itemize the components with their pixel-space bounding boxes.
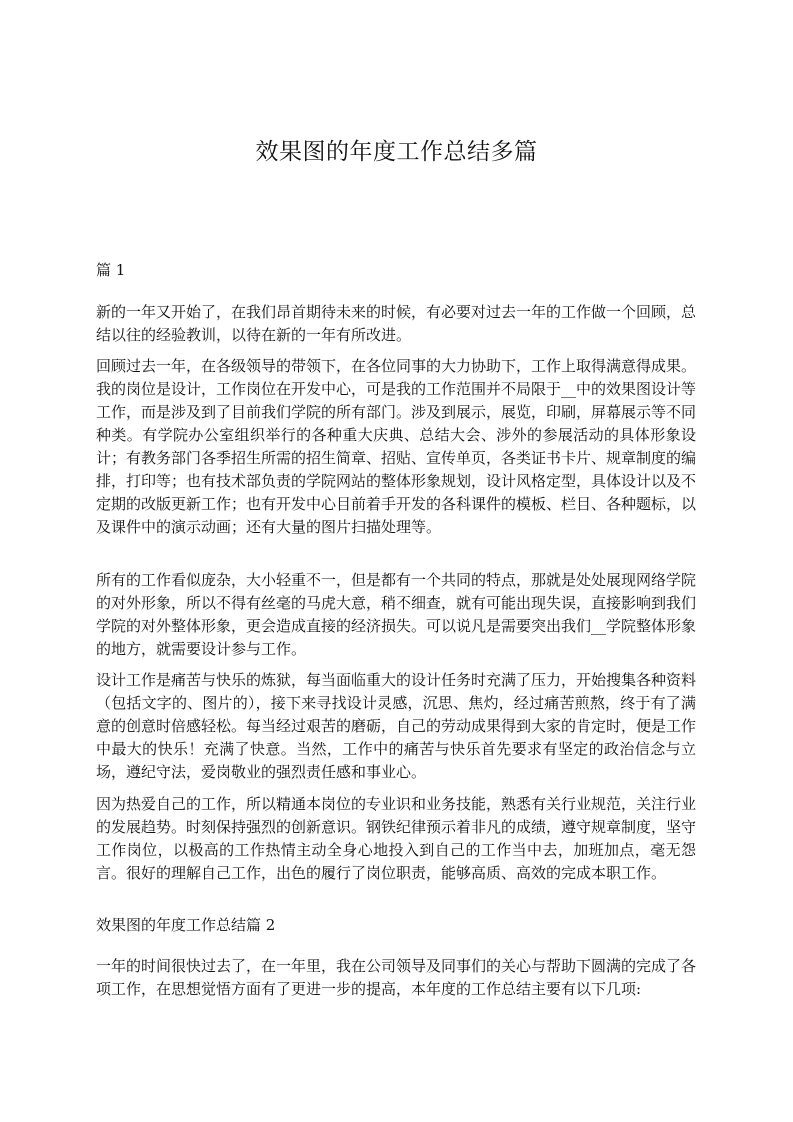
section-1-heading: 篇 1 [96, 261, 126, 279]
document-title: 效果图的年度工作总结多篇 [255, 139, 538, 165]
paragraph-image: 所有的工作看似庞杂，大小轻重不一，但是都有一个共同的特点，那就是处处展现网络学院的对外形象，所以不得有丝毫的马虎大意，稍不细查，就有可能出现失误，直接影响到我们学院的对外整体形象，更会造成直接的经济损失。可以说凡是需要突出我们__学院整体形象的地方，就需要设计参与工作。 [96, 571, 697, 658]
section-2-heading: 效果图的年度工作总结篇 2 [96, 916, 276, 934]
paragraph-design-work: 设计工作是痛苦与快乐的炼狱，每当面临重大的设计任务时充满了压力，开始搜集各种资料（包括文字的、图片的），接下来寻找设计灵感，沉思、焦灼，经过痛苦煎熬，终于有了满意的创意时倍感轻松。每当经过艰苦的磨砺，自己的劳动成果得到大家的肯定时，便是工作中最大的快乐！充满了快意。当然，工作中的痛苦与快乐首先要求有坚定的政治信念与立场，遵纪守法，爱岗敬业的强烈责任感和事业心。 [96, 671, 697, 781]
paragraph-review: 回顾过去一年，在各级领导的带领下，在各位同事的大力协助下，工作上取得满意得成果。我的岗位是设计，工作岗位在开发中心，可是我的工作范围并不局限于__中的效果图设计等工作，而是涉及到了目前我们学院的所有部门。涉及到展示，展览，印刷，屏幕展示等不同种类。有学院办公室组织举行的各种重大庆典、总结大会、涉外的参展活动的具体形象设计；有教务部门各季招生所需的招生简章、招贴、宣传单页，各类证书卡片、规章制度的编排，打印等；也有技术部负责的学院网站的整体形象规划，设计风格定型，具体设计以及不定期的改版更新工作；也有开发中心目前着手开发的各科课件的模板、栏目、各种题标，以及课件中的演示动画；还有大量的图片扫描处理等。 [96, 357, 697, 536]
paragraph-section-2: 一年的时间很快过去了，在一年里，我在公司领导及同事们的关心与帮助下圆满的完成了各项工作，在思想觉悟方面有了更进一步的提高，本年度的工作总结主要有以下几项: [96, 957, 697, 998]
paragraph-dedication: 因为热爱自己的工作，所以精通本岗位的专业识和业务技能，熟悉有关行业规范，关注行业的发展趋势。时刻保持强烈的创新意识。钢铁纪律预示着非凡的成绩，遵守规章制度，坚守工作岗位，以极高的工作热情主动全身心地投入到自己的工作当中去，加班加点，毫无怨言。很好的理解自己工作，出色的履行了岗位职责，能够高质、高效的完成本职工作。 [96, 795, 697, 882]
paragraph-intro: 新的一年又开始了，在我们昂首期待未来的时候，有必要对过去一年的工作做一个回顾，总结以往的经验教训，以待在新的一年有所改进。 [96, 303, 697, 344]
